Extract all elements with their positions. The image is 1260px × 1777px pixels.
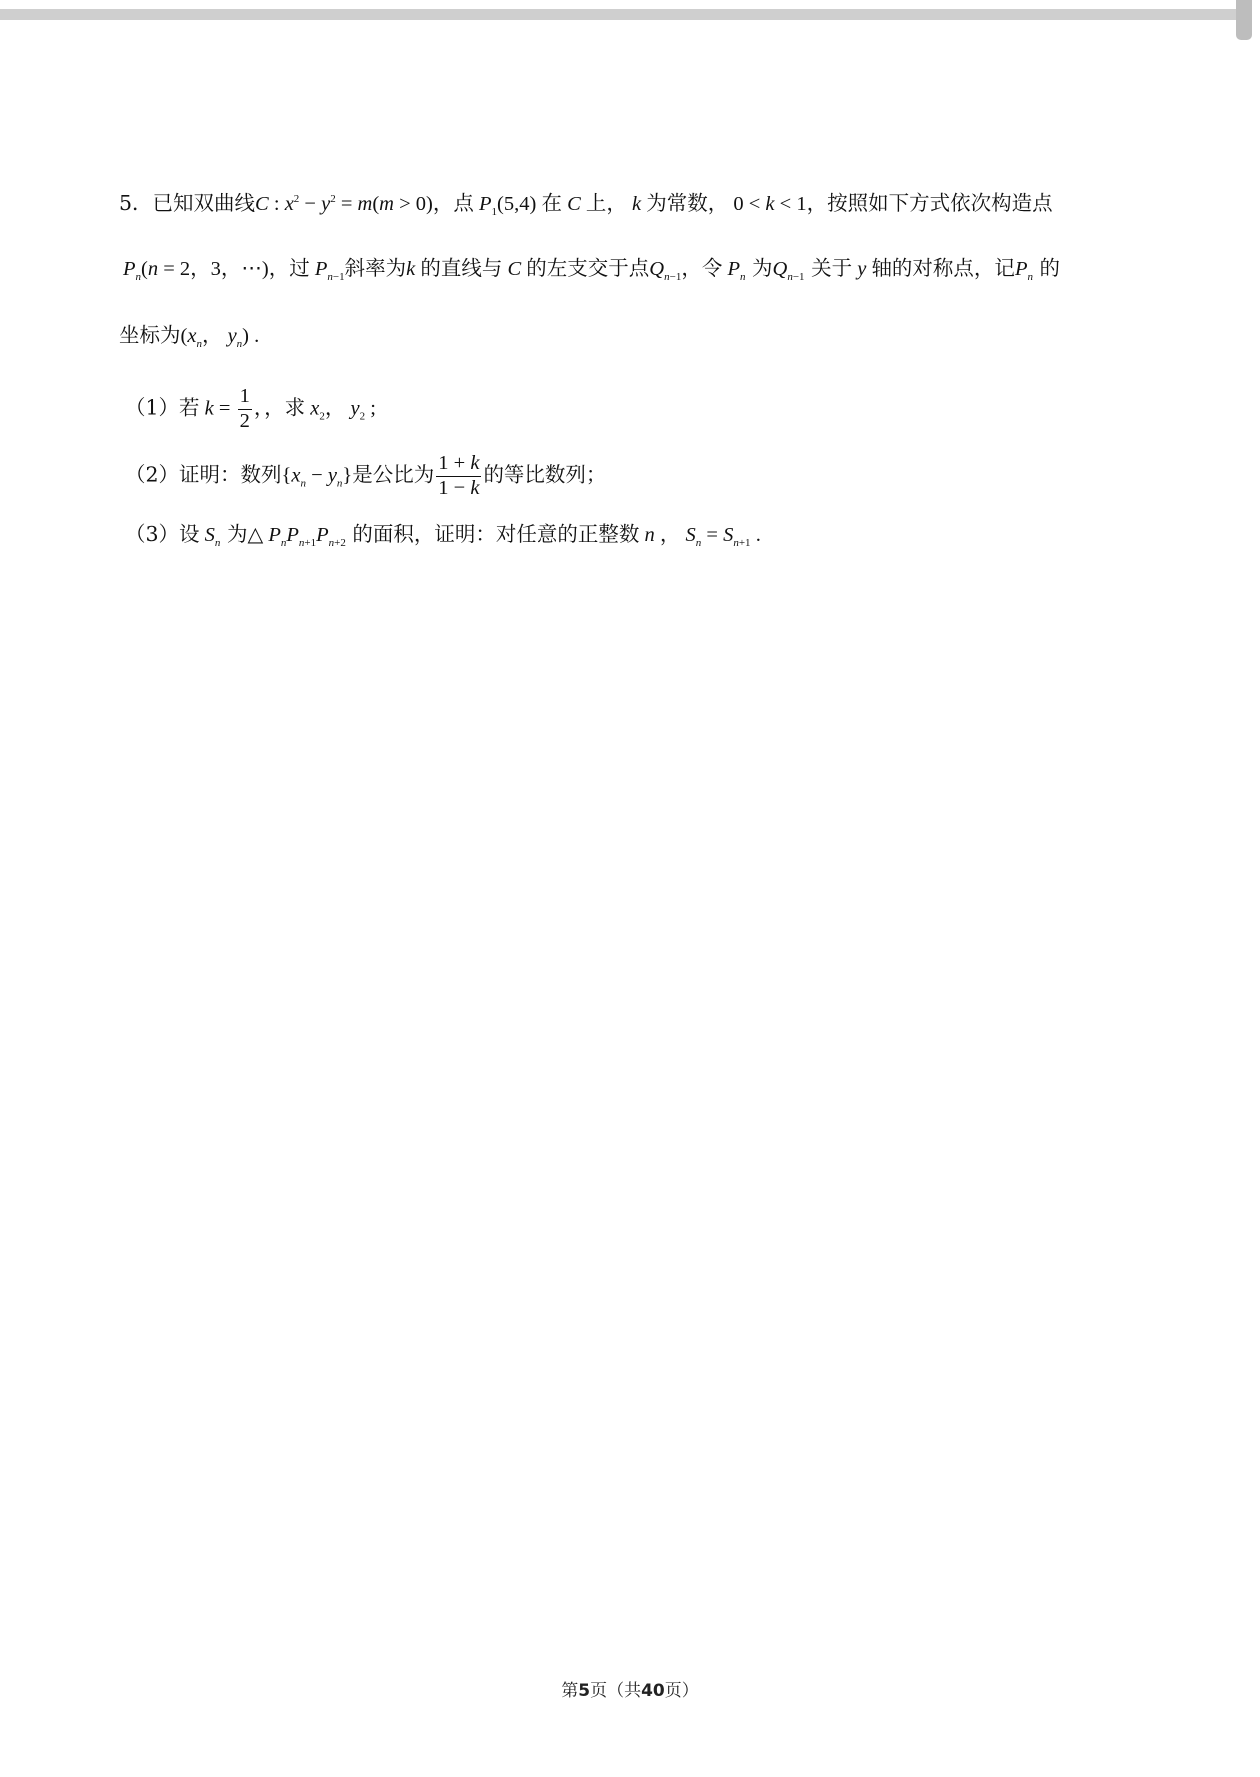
problem-line-1: 5．已知双曲线C : $x^2 - y^2 = m(m > 0)$，点 $P_1(5,4)$ 在 C 上， k 为常数， 0 < k < 1，按照如下方式依次构造点 — [119, 191, 1053, 218]
question-3: （3）设 $S_n$ 为△ $P_nP_{n+1}P_{n+2}$ 的面积，证明：对任意的正整数 n ， $S_n = S_{n+1}$ . — [125, 522, 761, 549]
page-footer: 第5页（共40页） — [561, 1681, 699, 1701]
question-2: （2）证明：数列$\{x_n - y_n\}$是公比为 $\frac{1 + k}{1 - k}$ 的等比数列； — [125, 452, 607, 499]
scrollbar-thumb[interactable] — [1236, 0, 1252, 40]
total-page-count: 40 — [641, 1681, 665, 1701]
problem-number: 5． — [119, 191, 153, 215]
current-page-number: 5 — [578, 1681, 591, 1701]
problem-line-2: $P_n(n = 2$，3，⋯)，过 $P_{n-1}$斜率为k 的直线与 C 的左支交于点$Q_{n-1}$，令 $P_n$ 为$Q_{n-1}$ 关于 y 轴的对称点，记$P_n$ 的 — [123, 256, 1060, 283]
fraction-one-half: $\frac{1}{2}$ — [239, 385, 250, 432]
top-scroll-track — [0, 9, 1244, 20]
problem-line-3: 坐标为($x_n$， $y_n$) . — [119, 323, 260, 350]
question-1: （1）若 k = $\frac{1}{2}$ ，，求 $x_2$， $y_2$ ; — [125, 385, 376, 432]
fraction-ratio: $\frac{1 + k}{1 - k}$ — [438, 452, 480, 499]
